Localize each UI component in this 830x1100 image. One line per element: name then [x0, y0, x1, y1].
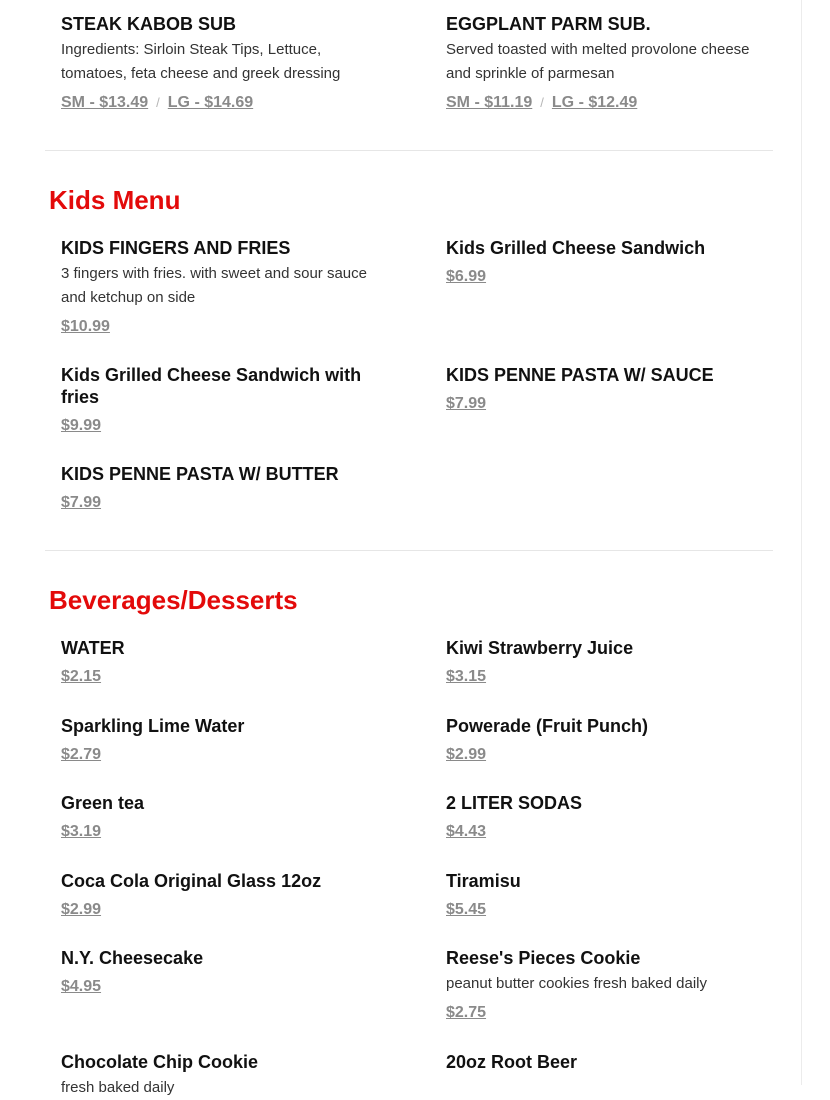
item-description: Served toasted with melted provolone cheese and sprinkle of parmesan [446, 41, 750, 82]
menu-item-sparkling-lime-water[interactable] [61, 715, 381, 765]
price-link[interactable]: $9.99 [61, 417, 102, 434]
section-title-beverages-desserts: Beverages/Desserts [49, 585, 298, 615]
item-name: KIDS PENNE PASTA W/ SAUCE [446, 365, 714, 385]
price-large-link[interactable]: LG - $14.69 [167, 94, 254, 111]
price-link[interactable]: $2.75 [446, 1004, 487, 1021]
section-divider [45, 550, 773, 551]
price-link[interactable]: $4.95 [61, 978, 102, 995]
item-name: 2 LITER SODAS [446, 793, 583, 813]
menu-item-kids-fingers-fries[interactable] [61, 237, 371, 337]
price-link[interactable]: $2.79 [61, 746, 102, 763]
item-name: KIDS FINGERS AND FRIES [61, 238, 291, 258]
item-name: Kids Grilled Cheese Sandwich [446, 238, 706, 258]
price-separator: / [156, 95, 160, 110]
price-small-link[interactable]: SM - $13.49 [61, 94, 149, 111]
menu-item-chocolate-chip-cookie[interactable] [61, 1051, 381, 1100]
price-link[interactable]: $2.99 [61, 901, 102, 918]
item-description: Ingredients: Sirloin Steak Tips, Lettuce, tomatoes, feta cheese and greek dressing [61, 41, 341, 82]
price-separator: / [540, 95, 544, 110]
menu-item-green-tea[interactable] [61, 792, 381, 842]
menu-item-root-beer[interactable] [446, 1051, 766, 1073]
item-name: Coca Cola Original Glass 12oz [61, 871, 322, 891]
price-large-link[interactable]: LG - $12.49 [551, 94, 638, 111]
item-name: WATER [61, 638, 125, 658]
price-link[interactable]: $5.45 [446, 901, 487, 918]
item-name: 20oz Root Beer [446, 1052, 578, 1072]
menu-item-kids-penne-sauce[interactable] [446, 364, 766, 414]
menu-item-water[interactable] [61, 637, 381, 687]
item-name: N.Y. Cheesecake [61, 948, 204, 968]
item-name: Chocolate Chip Cookie [61, 1052, 259, 1072]
item-description: fresh baked daily [61, 1079, 175, 1096]
item-name: Powerade (Fruit Punch) [446, 716, 649, 736]
price-link[interactable]: $3.15 [446, 668, 487, 685]
item-description: 3 fingers with fries. with sweet and sour sauce and ketchup on side [61, 265, 367, 306]
item-name: Reese's Pieces Cookie [446, 948, 641, 968]
item-name: EGGPLANT PARM SUB. [446, 14, 651, 34]
scrollbar-line [801, 0, 802, 1085]
menu-item-tiramisu[interactable] [446, 870, 766, 920]
menu-item-ny-cheesecake[interactable] [61, 947, 381, 997]
section-divider [45, 150, 773, 151]
item-name: Tiramisu [446, 871, 521, 891]
section-title-kids-menu: Kids Menu [49, 185, 181, 215]
menu-item-eggplant-parm-sub[interactable] [446, 13, 756, 113]
item-description: peanut butter cookies fresh baked daily [446, 975, 707, 992]
price-small-link[interactable]: SM - $11.19 [446, 94, 533, 111]
price-link[interactable]: $7.99 [446, 395, 487, 412]
price-link[interactable]: $2.15 [61, 668, 102, 685]
menu-item-steak-kabob-sub[interactable] [61, 13, 381, 113]
price-link[interactable]: $3.19 [61, 823, 102, 840]
price-link[interactable]: $6.99 [446, 268, 487, 285]
item-name: Kids Grilled Cheese Sandwich with fries [61, 365, 362, 407]
menu-item-kids-grilled-cheese-fries[interactable] [61, 364, 371, 436]
price-link[interactable]: $4.43 [446, 823, 487, 840]
item-name: Green tea [61, 793, 145, 813]
price-link[interactable]: $7.99 [61, 494, 102, 511]
item-name: Sparkling Lime Water [61, 716, 245, 736]
menu-item-reeses-pieces-cookie[interactable] [446, 947, 766, 1023]
item-name: STEAK KABOB SUB [61, 14, 237, 34]
menu-item-coca-cola[interactable] [61, 870, 381, 920]
price-link[interactable]: $2.99 [446, 746, 487, 763]
scrollbar[interactable] [799, 0, 830, 1085]
menu-item-kiwi-strawberry-juice[interactable] [446, 637, 766, 687]
menu-item-kids-penne-butter[interactable] [61, 463, 381, 513]
item-name: Kiwi Strawberry Juice [446, 638, 634, 658]
menu-item-2-liter-sodas[interactable] [446, 792, 766, 842]
menu-item-powerade[interactable] [446, 715, 766, 765]
item-name: KIDS PENNE PASTA W/ BUTTER [61, 464, 339, 484]
menu-item-kids-grilled-cheese[interactable] [446, 237, 766, 287]
price-link[interactable]: $10.99 [61, 318, 110, 335]
